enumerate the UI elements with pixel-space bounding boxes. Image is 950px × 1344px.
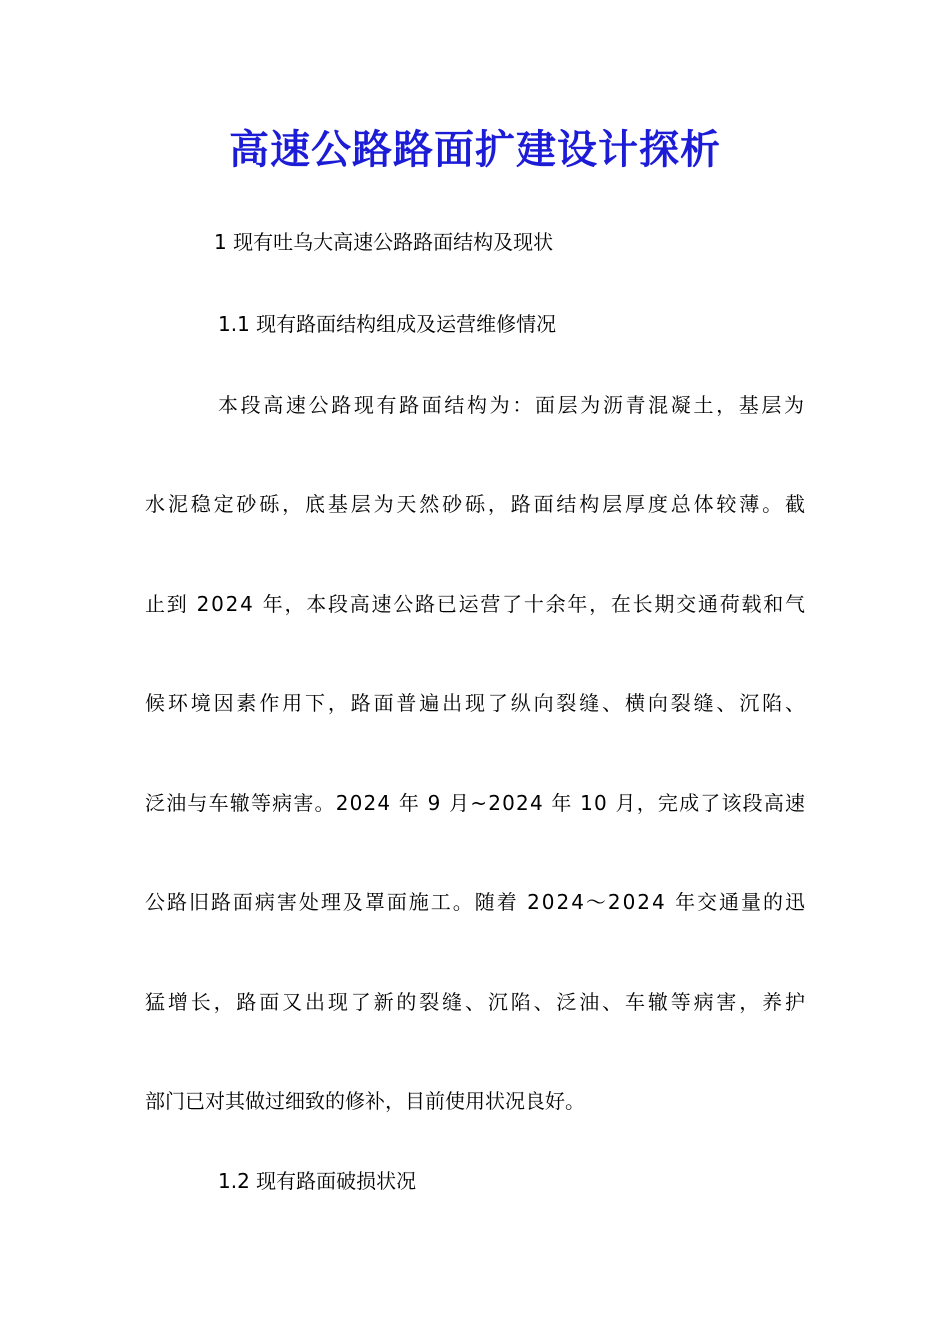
- section-heading-1: 1 现有吐乌大高速公路路面结构及现状: [214, 230, 554, 254]
- paragraph-line-6: 公路旧路面病害处理及罩面施工。随着 2024～2024 年交通量的迅: [145, 890, 807, 914]
- paragraph-line-1: 本段高速公路现有路面结构为：面层为沥青混凝土，基层为: [218, 393, 807, 417]
- paragraph-line-4: 候环境因素作用下，路面普遍出现了纵向裂缝、横向裂缝、沉陷、: [145, 691, 808, 715]
- paragraph-line-8: 部门已对其做过细致的修补，目前使用状况良好。: [145, 1089, 585, 1113]
- section-heading-1-1: 1.1 现有路面结构组成及运营维修情况: [218, 312, 557, 336]
- paragraph-line-3: 止到 2024 年，本段高速公路已运营了十余年，在长期交通荷载和气: [145, 592, 807, 616]
- document-title: 高速公路路面扩建设计探析: [229, 126, 721, 173]
- paragraph-line-7: 猛增长，路面又出现了新的裂缝、沉陷、泛油、车辙等病害，养护: [145, 990, 808, 1014]
- paragraph-line-2: 水泥稳定砂砾，底基层为天然砂砾，路面结构层厚度总体较薄。截: [145, 492, 808, 516]
- paragraph-line-5: 泛油与车辙等病害。2024 年 9 月~2024 年 10 月，完成了该段高速: [145, 791, 807, 815]
- section-heading-1-2: 1.2 现有路面破损状况: [218, 1169, 417, 1193]
